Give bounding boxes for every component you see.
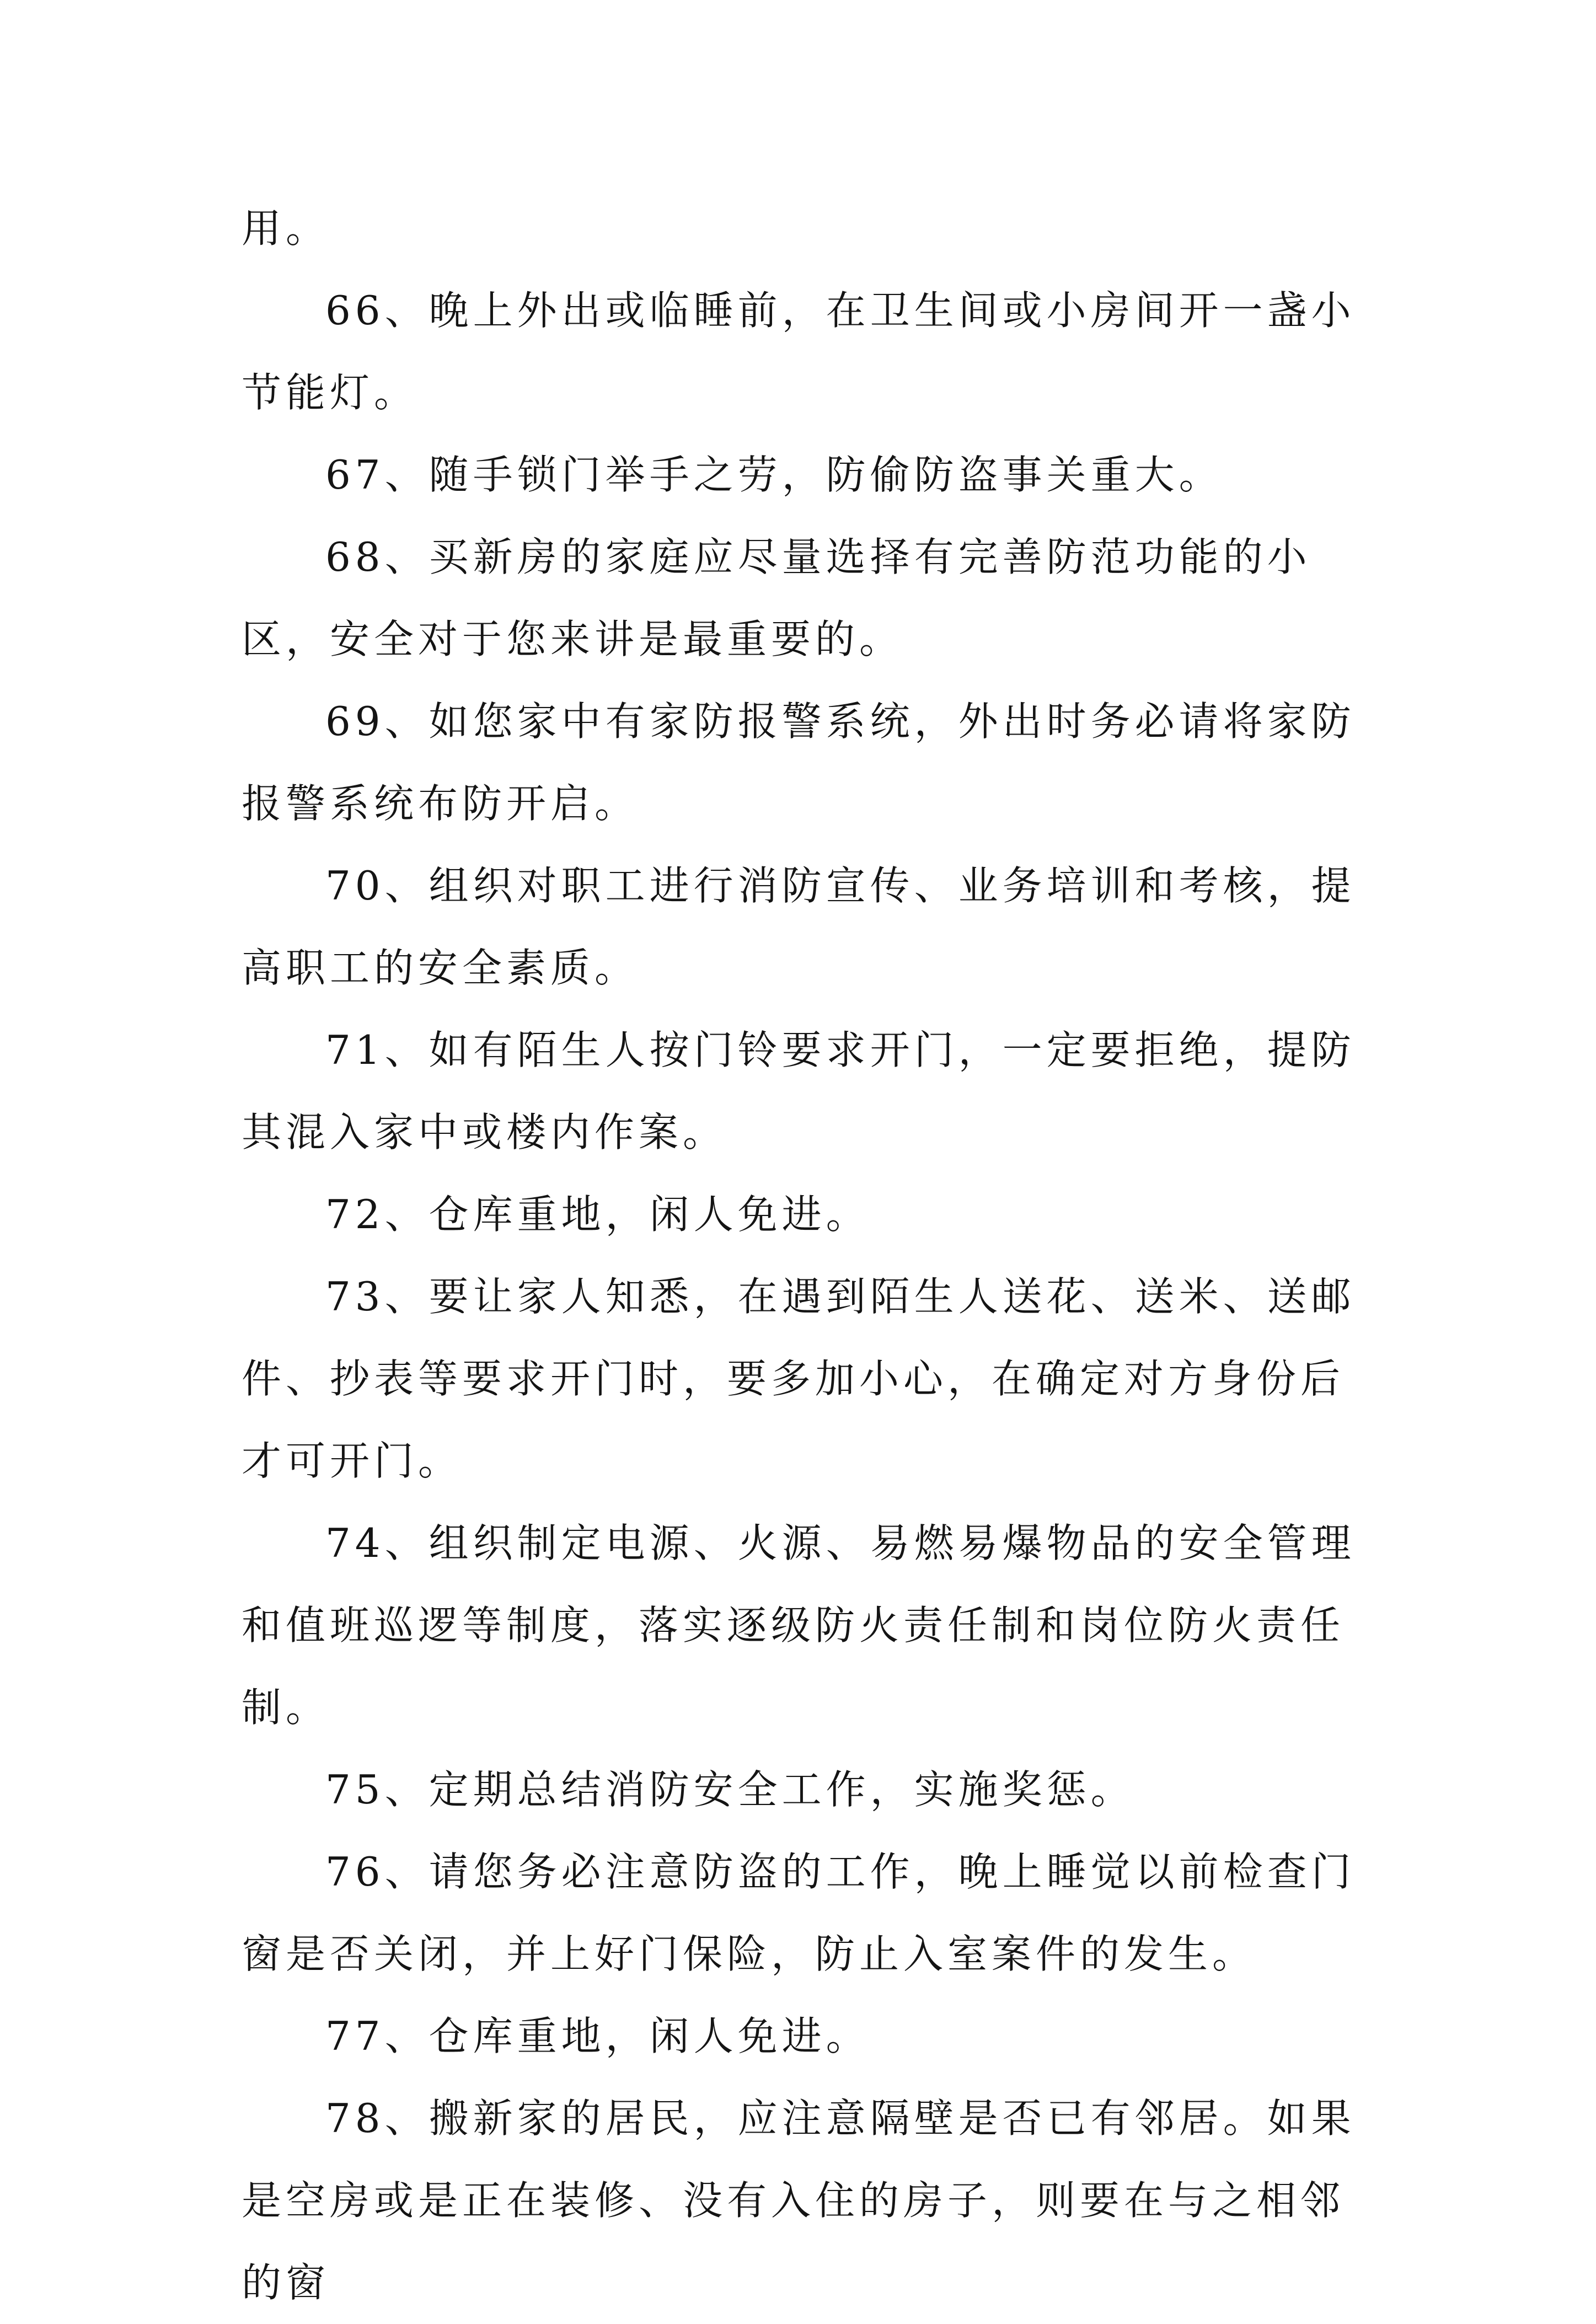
paragraph-item-78: 78、搬新家的居民，应注意隔壁是否已有邻居。如果是空房或是正在装修、没有入住的房子，则要在与之相邻的窗 [242, 2095, 1356, 2306]
paragraph-item-74: 74、组织制定电源、火源、易燃易爆物品的安全管理和值班巡逻等制度，落实逐级防火责任制和岗位防火责任制。 [242, 1520, 1356, 1731]
paragraph-continuation: 用。 [242, 205, 330, 251]
paragraph-item-70: 70、组织对职工进行消防宣传、业务培训和考核，提高职工的安全素质。 [242, 863, 1356, 991]
paragraph-item-75: 75、定期总结消防安全工作，实施奖惩。 [325, 1766, 1135, 1813]
paragraph-item-72: 72、仓库重地，闲人免进。 [325, 1191, 870, 1238]
paragraph-item-69: 69、如您家中有家防报警系统，外出时务必请将家防报警系统布防开启。 [242, 698, 1356, 827]
paragraph-item-68: 68、买新房的家庭应尽量选择有完善防范功能的小区，安全对于您来讲是最重要的。 [242, 534, 1311, 662]
paragraph-item-71: 71、如有陌生人按门铃要求开门，一定要拒绝，提防其混入家中或楼内作案。 [242, 1027, 1356, 1155]
paragraph-item-76: 76、请您务必注意防盗的工作，晚上睡觉以前检查门窗是否关闭，并上好门保险，防止入室案件的发生。 [242, 1849, 1356, 1977]
paragraph-item-77: 77、仓库重地，闲人免进。 [325, 2013, 870, 2059]
paragraph-item-66: 66、晚上外出或临睡前，在卫生间或小房间开一盏小节能灯。 [242, 287, 1356, 416]
paragraph-item-67: 67、随手锁门举手之劳，防偷防盗事关重大。 [325, 452, 1223, 498]
paragraph-item-73: 73、要让家人知悉，在遇到陌生人送花、送米、送邮件、抄表等要求开门时，要多加小心，在确定对方身份后才可开门。 [242, 1273, 1356, 1484]
document-body [242, 188, 1378, 2324]
